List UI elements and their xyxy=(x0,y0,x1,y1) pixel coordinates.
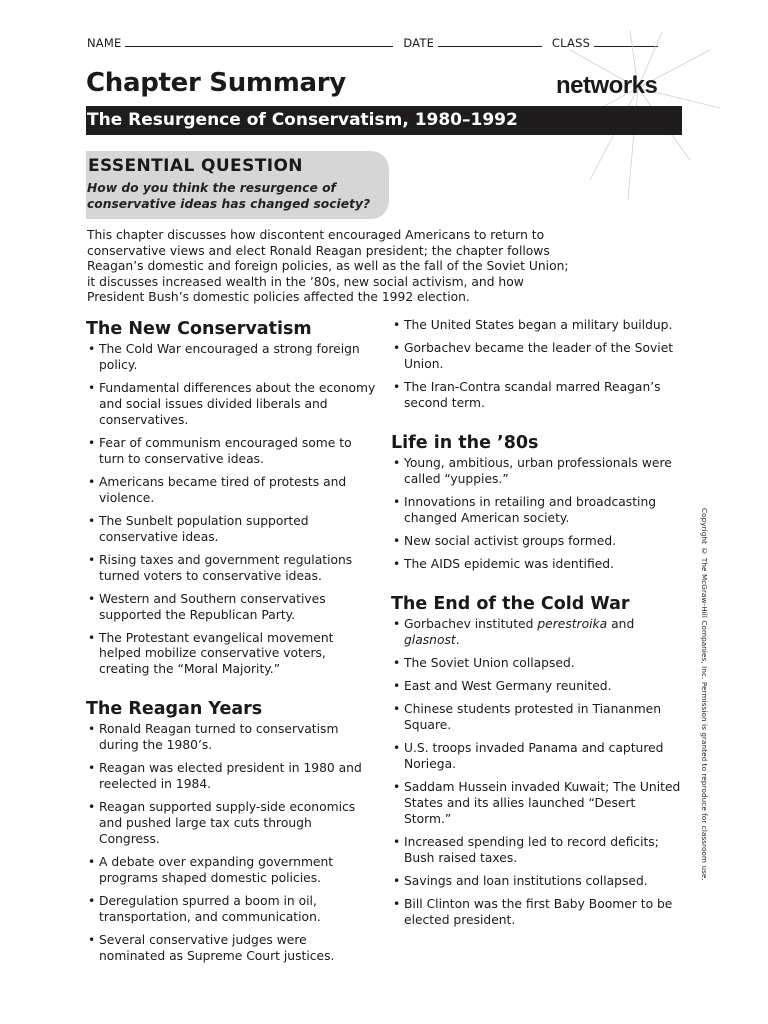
list-item: • The Iran-Contra scandal marred Reagan’s second term. xyxy=(391,380,681,412)
list-item: • Bill Clinton was the first Baby Boomer to be elected president. xyxy=(391,897,681,929)
term-glasnost: glasnost xyxy=(404,632,456,647)
list-item: • Reagan was elected president in 1980 and reelected in 1984. xyxy=(86,761,376,793)
list-item: • The Soviet Union collapsed. xyxy=(391,656,681,672)
end-cold-war-list xyxy=(391,617,681,929)
list-item: • Western and Southern conservatives supported the Republican Party. xyxy=(86,592,376,624)
item-text: . xyxy=(455,632,460,647)
copyright-notice: Copyright © The McGraw-Hill Companies, Inc. Permission is granted to reproduce for classroom use. xyxy=(700,508,709,881)
list-item: • The Protestant evangelical movement helped mobilize conservative voters, creating the “Moral Majority.” xyxy=(86,631,376,678)
list-item: • Reagan supported supply-side economics and pushed large tax cuts through Congress. xyxy=(86,800,376,847)
list-item: • Increased spending led to record deficits; Bush raised taxes. xyxy=(391,835,681,867)
list-item: • Savings and loan institutions collapsed. xyxy=(391,874,681,890)
name-blank[interactable] xyxy=(125,34,393,47)
section-heading-reagan-years: The Reagan Years xyxy=(86,699,263,720)
list-item xyxy=(391,617,681,649)
list-item: • The AIDS epidemic was identified. xyxy=(391,557,681,573)
list-item: • Chinese students protested in Tiananmen Square. xyxy=(391,702,681,734)
logo-o-mark: o xyxy=(608,72,623,99)
list-item: • U.S. troops invaded Panama and captured Noriega. xyxy=(391,741,681,773)
item-text: Gorbachev instituted xyxy=(404,616,538,631)
logo-text-end: rks xyxy=(622,72,658,99)
list-item: • The Sunbelt population supported conservative ideas. xyxy=(86,514,376,546)
left-column xyxy=(86,318,376,972)
essential-question-text: How do you think the resurgence of conservative ideas has changed society? xyxy=(87,181,371,211)
list-item: • Rising taxes and government regulations turned voters to conservative ideas. xyxy=(86,553,376,585)
list-item: • Americans became tired of protests and violence. xyxy=(86,475,376,507)
list-item: • Gorbachev became the leader of the Soviet Union. xyxy=(391,341,681,373)
list-item: • Deregulation spurred a boom in oil, transportation, and communication. xyxy=(86,894,376,926)
right-column xyxy=(391,318,681,936)
date-blank[interactable] xyxy=(438,34,542,47)
list-item: • A debate over expanding government programs shaped domestic policies. xyxy=(86,855,376,887)
reagan-years-list xyxy=(86,722,376,964)
list-item: • Young, ambitious, urban professionals were called “yuppies.” xyxy=(391,456,681,488)
list-item: • Innovations in retailing and broadcasting changed American society. xyxy=(391,495,681,527)
list-item: • Several conservative judges were nominated as Supreme Court justices. xyxy=(86,933,376,965)
name-label: NAME xyxy=(87,36,122,50)
section-heading-new-conservatism: The New Conservatism xyxy=(86,319,312,339)
list-item: • Ronald Reagan turned to conservatism during the 1980’s. xyxy=(86,722,376,754)
logo-text-start: netw xyxy=(556,72,609,99)
term-perestroika: perestroika xyxy=(537,616,608,631)
list-item: • New social activist groups formed. xyxy=(391,534,681,550)
networks-logo xyxy=(556,72,657,100)
essential-question-heading: ESSENTIAL QUESTION xyxy=(88,156,303,176)
list-item: • East and West Germany reunited. xyxy=(391,679,681,695)
list-item: • Fundamental differences about the economy and social issues divided liberals and conservatives. xyxy=(86,381,376,428)
life-80s-list xyxy=(391,456,681,573)
new-conservatism-list xyxy=(86,342,376,678)
list-item: • The United States began a military buildup. xyxy=(391,318,681,334)
class-label: CLASS xyxy=(551,36,591,50)
chapter-banner-text: The Resurgence of Conservatism, 1980–1992 xyxy=(87,110,518,130)
list-item: • The Cold War encouraged a strong foreign policy. xyxy=(86,342,376,374)
section-heading-end-cold-war: The End of the Cold War xyxy=(391,593,630,614)
list-item: • Saddam Hussein invaded Kuwait; The United States and its allies launched “Desert Storm.” xyxy=(391,780,681,827)
reagan-years-continued-list xyxy=(391,318,681,412)
section-heading-life-80s: Life in the ’80s xyxy=(391,432,539,453)
chapter-intro: This chapter discusses how discontent encouraged Americans to return to conservative views and elect Ronald Reagan president; the chapter follows Reagan’s domestic and foreign policies, as well as the fall of the Soviet Union; it discusses increased wealth in the ’80s, new social activism, and how President Bush’s domestic policies affected the 1992 election. xyxy=(87,228,569,305)
chapter-banner xyxy=(86,106,682,135)
date-label: DATE xyxy=(403,36,435,50)
list-item: • Fear of communism encouraged some to turn to conservative ideas. xyxy=(86,436,376,468)
item-text: and xyxy=(607,616,635,631)
page-title: Chapter Summary xyxy=(86,68,346,98)
